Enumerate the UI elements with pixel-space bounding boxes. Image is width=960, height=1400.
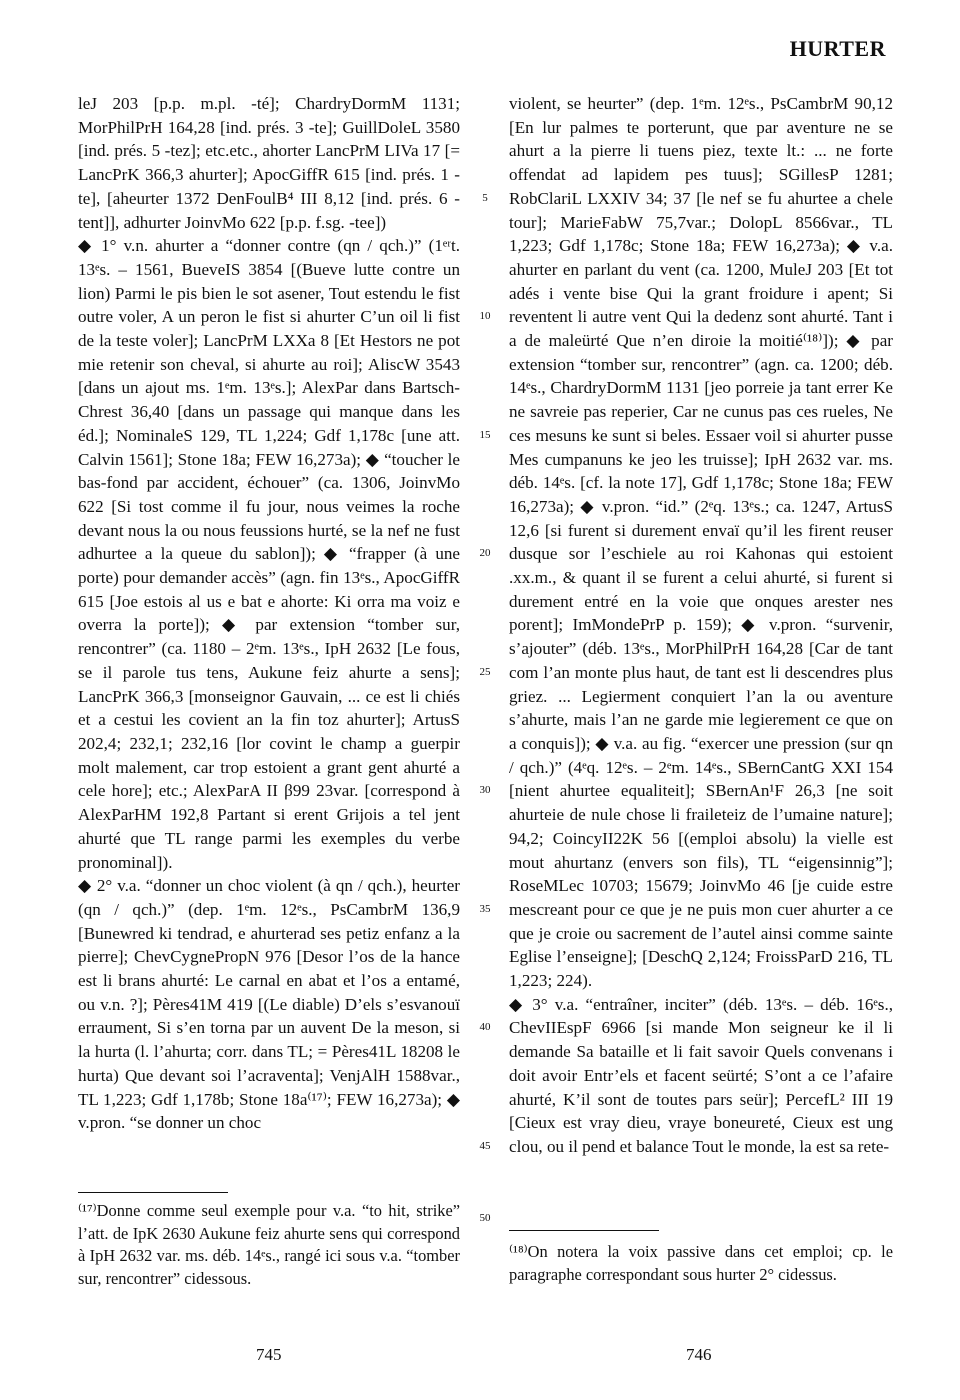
right-paragraph-2: ◆ 3° v.a. “entraîner, inciter” (déb. 13ᵉs. – déb. 16ᵉs., ChevIIEspF 6966 [si mande Mon seigneur ke il li demande Sa bataille et li fait savoir Quels convenans i doit avoir Entr’els et facent seürté; S’ont a ce l’afaire ahurté, K’il sont de toutes pars seür]; PercefL² III 19 [Cieux est vray dieu, vraye boneureté, Cieux est ung clou, ou il pend et balance Tout le monde, la est sa rete-: [509, 994, 893, 1156]
footnote-17: ⁽¹⁷⁾Donne comme seul exemple pour v.a. “to hit, strike” l’att. de IpK 2630 Aukune feiz ahurte sens qui correspond à IpH 2632 var. ms. déb. 14ᵉs., rangé ici sous v.a. “tomber sur, rencontrer” cidessous.: [78, 1201, 460, 1288]
line-number: 40: [479, 1021, 491, 1034]
page-header-title: HURTER: [789, 36, 886, 61]
left-paragraph-2: ◆ 1° v.n. ahurter a “donner contre (qn / qch.)” (1ᵉʳt. 13ᵉs. – 1561, BueveIS 3854 [(Bueve lutte contre un lion) Parmi le pis bien le sot asener, Tout estendu le fist outre voler, A un peron le fist si ahurter C’un oil li fist de la teste voler]; LancPrM LXXa 8 [Et Hestors ne pot mie retenir son cheval, si ahurte au roi]; AliscW 3543 [dans un ajout ms. 1ᵉm. 13ᵉs.]; AlexPar dans Bartsch-Chrest 36,40 [dans un passage qui manque dans les éd.]; NominaleS 129, TL 1,224; Gdf 1,178c [une att. Calvin 1561]; Stone 18a; FEW 16,273a); ◆ “toucher le bas-fond par accident, échouer” (ca. 1306, JoinvMo 622 [Si tost comme il fu jour, nous veimes la roche devant nous la ou nous feussions hurté, se la nef ne fust adhurtee a la queue du sablon]); ◆ “frapper (à une porte) pour demander accès” (agn. fin 13ᵉs., ApocGiffR 615 [Joe estois al us e bat e ahorte: Ki orra ma voiz e overra la porte]); ◆ par extension “tomber sur, rencontrer” (ca. 1180 – 2ᵉm. 13ᵉs., IpH 2632 [Le fous, se il parole tus tens, Aukune feiz ahurte a sens]; LancPrK 366,3 [monseignor Gauvain, ... ce est li chiés et a cestui les covient an la fin toz ahurter]; ArtusS 202,4; 232,1; 232,16 [lor covint le champ a guerpir molt malement, car trop estoient a grant gent ahurté a cele hore]; etc.; AlexParA II β99 23var. [correspond à AlexParHM 192,8 Partant si erent Grijois a tel jent ahurté que TL range parmi les exemples du verbe pronominal]).: [78, 236, 460, 872]
right-paragraph-1: violent, se heurter” (dep. 1ᵉm. 12ᵉs., PsCambrM 90,12 [En lur palmes te porterunt, que par aventure ne se ahurt a la pierre li tuens piez, texte lt.: ... ne forte offendat ad lapidem pes tuus]; SGillesP 1281; RobClariL LXXIV 34; 37 [le nef se fu ahurtee a chele tour]; MarieFabW 75,7var.; DolopL 8566var., TL 1,223; Gdf 1,178c; Stone 18a; FEW 16,273a); ◆ v.a. ahurter en parlant du vent (ca. 1200, MuleJ 203 [Et tot adés i vente bise Qui la grant froidure i apent; Si reventent li autre vent Qui la dedenz sont ahurté. Tant i a de maleürté Que n’en diroie la moitié⁽¹⁸⁾]); ◆ par extension “tomber sur, rencontrer” (agn. ca. 1200; déb. 14ᵉs., ChardryDormM 1131 [jeo porreie ja tant errer Ke ne savreie pas reperier, Car ne cunus pas ces rueles, Ne ces mesuns ke sunt si beles. Essaer voil si ahurter pusse Mes cumpanuns ke jeo les truisse]; IpH 2632 var. ms. déb. 14ᵉs. [cf. la note 17], Gdf 1,178c; Stone 18a; FEW 16,273a); ◆ v.pron. “id.” (2ᵉq. 13ᵉs.; ca. 1247, ArtusS 12,6 [si furent si durement envaï qu’il les firent reuser dusque sor l’eschiele au roi Kahonas qui estoient .xx.m., & quant il se furent a celui ahurté, si furent si durement entré en la voie que onques arester nes porent]; ImMondePrP p. 159); ◆ v.pron. “survenir, s’ajouter” (déb. 13ᵉs., MorPhilPrH 164,28 [Car de tant com l’an monte plus haut, de tant est li descendres plus griez. ... Legierment conquiert l’an la ou aventure s’ahurte, mais l’an ne garde mie legierement ce que on a conquis]); ◆ v.a. au fig. “exercer une pression (sur qn / qch.)” (4ᵉq. 12ᵉs. – 2ᵉm. 14ᵉs., SBernCantG XXI 154 [nient ahurtee equaliteit]; SBernAn¹F 26,3 [ne soit ahurteie de nule chose li fraileteiz de l’umaine nature]; 94,2; CoincyII22K 56 [(emploi absolu) la vielle est mout ahurtanz (envers son fils), TL “eigensinnig”]; RoseMLec 10703; 15679; JoinvMo 46 [je cuide estre mescreant pour ce que je ne puis mon cuer ahurter a ce que je croie ou sacrement de l’autel ainsi comme sainte Eglise l’enseigne]; [DeschQ 2,124; FroissParD 216, TL 1,223; 224).: [509, 94, 893, 991]
page-number-right: 746: [686, 1345, 712, 1364]
line-number: 15: [479, 428, 491, 441]
line-number: 20: [479, 547, 491, 560]
page-number-left: 745: [256, 1345, 282, 1364]
left-paragraph-3: ◆ 2° v.a. “donner un choc violent (à qn / qch.), heurter (qn / qch.)” (dep. 1ᵉm. 12ᵉs., PsCambrM 136,9 [Bunewred ki tendrad, e ahurterad ses petiz enfanz a la pierre]; ChevCygnePropN 976 [Desor l’os de la hance est li brans ahurté: Le carnal en abat et l’os a entamé, ou v.n. ?]; Pères41M 419 [(Le diable) D’els s’esvanouï erraument, Si s’en torna par un auvent De la meson, si la hurta (l. l’ahurta; corr. dans TL; = Pères41L 18208 le hurta) Que devant soi l’acraventa]; VenjAlH 1588var., TL 1,223; Gdf 1,178b; Stone 18a⁽¹⁷⁾; FEW 16,273a); ◆ v.pron. “se donner un choc: [78, 876, 460, 1133]
left-column: [78, 92, 460, 1135]
line-number: 5: [482, 191, 488, 204]
line-number: 35: [479, 902, 491, 915]
right-column: [509, 92, 893, 1159]
line-number: 10: [479, 310, 491, 323]
footnote-rule-left: [78, 1192, 228, 1193]
footnote-18: ⁽¹⁸⁾On notera la voix passive dans cet emploi; cp. le paragraphe correspondant sous hurter 2° cidessus.: [509, 1242, 893, 1284]
footnote-rule-right: [509, 1230, 659, 1231]
line-number: 30: [479, 784, 491, 797]
line-number: 45: [479, 1139, 491, 1152]
line-number: 50: [479, 1212, 491, 1224]
line-number: 25: [479, 665, 491, 678]
left-paragraph-1: leJ 203 [p.p. m.pl. -té]; ChardryDormM 1131; MorPhilPrH 164,28 [ind. prés. 3 -te]; GuillDoleL 3580 [ind. prés. 5 -tez]; etc.etc., ahorter LancPrM LIVa 17 [= LancPrK 366,3 ahurter]; ApocGiffR 615 [ind. prés. 1 -te], [aheurter 1372 DenFoulB⁴ III 8,12 [ind. prés. 6 -tent]], adhurter JoinvMo 622 [p.p. f.sg. -tee]): [78, 94, 460, 232]
